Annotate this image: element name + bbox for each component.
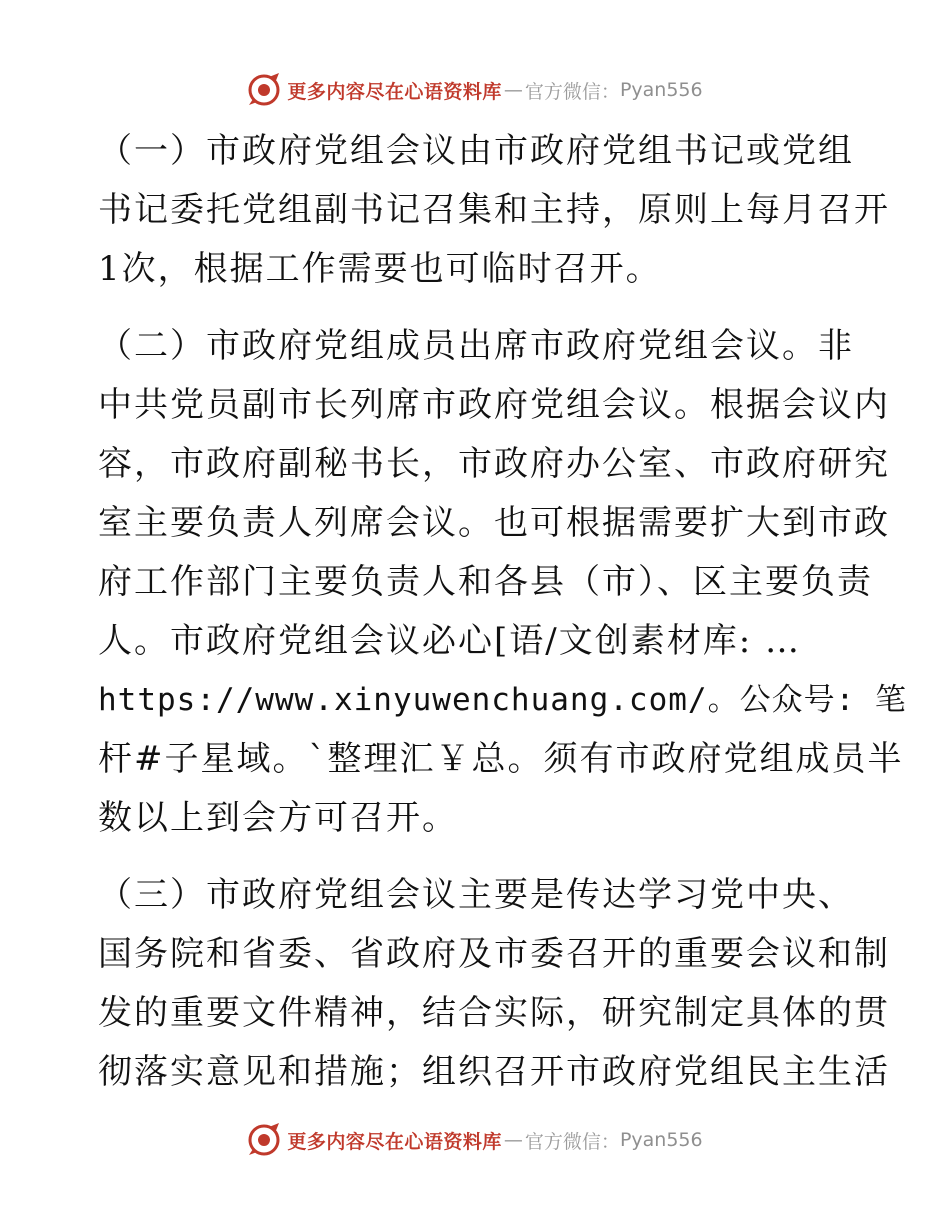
header-watermark-banner [0, 70, 950, 110]
text-line: 国务院和省委、省政府及市委召开的重要会议和制 [98, 934, 890, 974]
text-line: 彻落实意见和措施；组织召开市政府党组民主生活 [98, 1052, 890, 1092]
paragraph-1 [98, 122, 890, 299]
banner-wechat-id: Pyan556 [619, 1129, 703, 1151]
banner-site-text: 更多内容尽在心语资料库 [287, 1130, 502, 1153]
banner-site-text: 更多内容尽在心语资料库 [287, 80, 502, 103]
text-line: （一）市政府党组会议由市政府党组书记或党组 [98, 131, 854, 171]
text-line: 中共党员副市长列席市政府党组会议。根据会议内 [98, 385, 890, 425]
text-line: （三）市政府党组会议主要是传达学习党中央、 [98, 875, 854, 915]
document-body [98, 122, 907, 1120]
banner-dash: — [503, 79, 523, 101]
text-line: （二）市政府党组成员出席市政府党组会议。非 [98, 326, 854, 366]
banner-official-text: 官方微信： [524, 1130, 620, 1153]
text-line: 府工作部门主要负责人和各县（市）、区主要负责 [98, 562, 873, 602]
text-line: 人。市政府党组会议必心[语/文创素材库: … [98, 621, 801, 661]
text-line: 室主要负责人列席会议。也可根据需要扩大到市政 [98, 503, 890, 543]
pen-circle-logo-icon [247, 1123, 281, 1157]
text-line-url: https://www.xinyuwenchuang.com/。公众号: 笔 [98, 682, 907, 718]
text-line: 容，市政府副秘书长，市政府办公室、市政府研究 [98, 444, 890, 484]
banner-dash: — [503, 1129, 523, 1151]
pen-circle-logo-icon [247, 73, 281, 107]
banner-wechat-id: Pyan556 [619, 79, 703, 101]
text-line: 书记委托党组副书记召集和主持，原则上每月召开 [98, 190, 890, 230]
text-line: 数以上到会方可召开。 [98, 798, 458, 838]
text-line: 1次，根据工作需要也可临时召开。 [98, 249, 662, 289]
footer-watermark-banner [0, 1120, 950, 1160]
paragraph-3 [98, 866, 890, 1102]
text-line: 杆#子星域。`整理汇￥总。须有市政府党组成员半 [98, 739, 904, 779]
banner-official-text: 官方微信： [524, 80, 620, 103]
paragraph-2 [98, 317, 907, 848]
text-line: 发的重要文件精神，结合实际，研究制定具体的贯 [98, 993, 890, 1033]
